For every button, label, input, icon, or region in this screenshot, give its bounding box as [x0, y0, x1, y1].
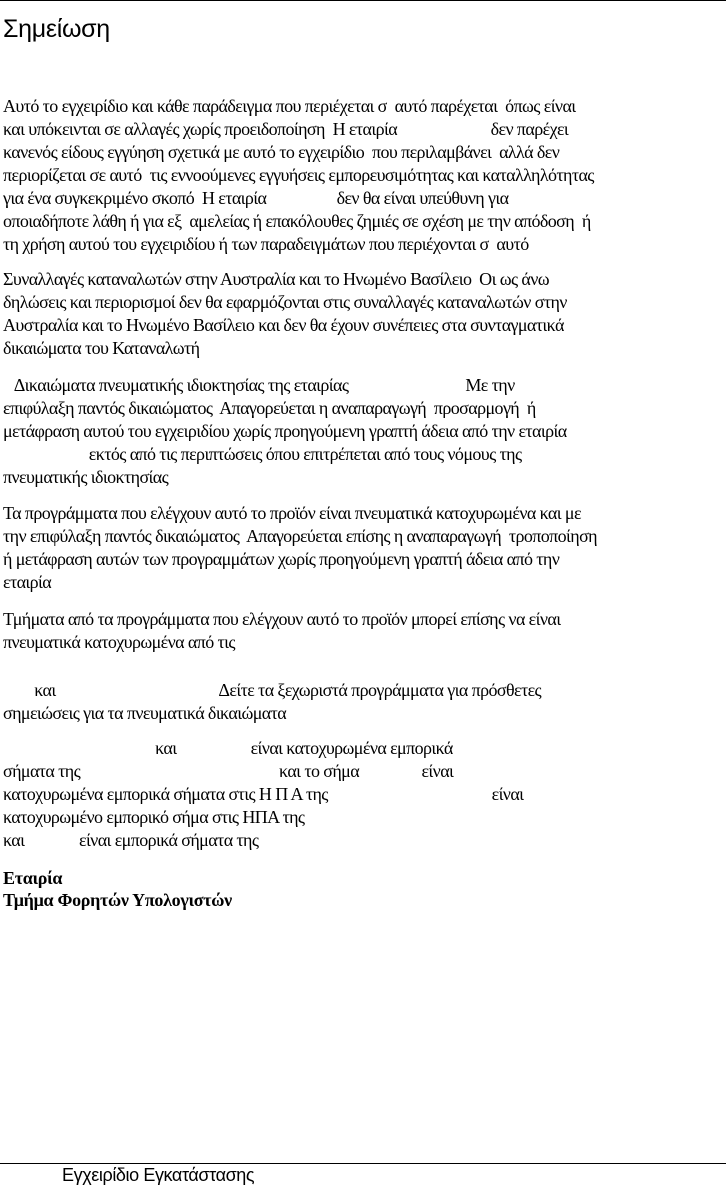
- body-line: μετάφραση αυτού του εγχειριδίου χωρίς προηγούμενη γραπτή άδεια από την εταιρία: [3, 421, 567, 441]
- body-line: πνευματικά κατοχυρωμένα από τις: [3, 632, 235, 652]
- body-line: Δικαιώματα πνευματικής ιδιοκτησίας της εταιρίας Με την: [3, 375, 515, 395]
- body-line: Τμήματα από τα προγράμματα που ελέγχουν αυτό το προϊόν μπορεί επίσης να είναι: [3, 609, 561, 629]
- body-line: Συναλλαγές καταναλωτών στην Αυστραλία και το Ηνωμένο Βασίλειο Οι ως άνω: [3, 269, 550, 289]
- body-line: δικαιώματα του Καταναλωτή: [3, 338, 200, 358]
- body-line: για ένα συγκεκριμένο σκοπό Η εταιρία δεν θα είναι υπεύθυνη για: [3, 188, 509, 208]
- body-line: Τα προγράμματα που ελέγχουν αυτό το προϊόν είναι πνευματικά κατοχυρωμένα και με: [3, 503, 581, 523]
- body-line: και είναι κατοχυρωμένα εμπορικά: [3, 738, 453, 758]
- body-line: εκτός από τις περιπτώσεις όπου επιτρέπεται από τους νόμους της: [3, 444, 522, 464]
- body-line: οποιαδήποτε λάθη ή για εξ αμελείας ή επακόλουθες ζημιές σε σχέση με την απόδοση ή: [3, 211, 591, 231]
- body-line: πνευματικής ιδιοκτησίας: [3, 467, 169, 487]
- body-line: περιορίζεται σε αυτό τις εννοούμενες εγγυήσεις εμπορευσιμότητας και καταλληλότητας: [3, 165, 594, 185]
- company-name: Εταιρία: [3, 868, 63, 888]
- body-line: ή μετάφραση αυτών των προγραμμάτων χωρίς προηγούμενη γραπτή άδεια από την: [3, 549, 560, 569]
- page-title: Σημείωση: [3, 15, 110, 43]
- body-line: σημειώσεις για τα πνευματικά δικαιώματα: [3, 703, 287, 723]
- body-line: κανενός είδους εγγύηση σχετικά με αυτό το εγχειρίδιο που περιλαμβάνει αλλά δεν: [3, 142, 560, 162]
- department-name: Τμήμα Φορητών Υπολογιστών: [3, 890, 232, 910]
- body-line: τη χρήση αυτού του εγχειριδίου ή των παραδειγμάτων που περιέχονται σ αυτό: [3, 234, 529, 254]
- body-line: κατοχυρωμένο εμπορικό σήμα στις ΗΠΑ της: [3, 807, 305, 827]
- footer-title: Εγχειρίδιο Εγκατάστασης: [62, 1165, 255, 1185]
- body-line: και Δείτε τα ξεχωριστά προγράμματα για πρόσθετες: [3, 680, 542, 700]
- body-line: την επιφύλαξη παντός δικαιώματος Απαγορεύεται επίσης η αναπαραγωγή τροποποίηση: [3, 526, 597, 546]
- body-line: και υπόκεινται σε αλλαγές χωρίς προειδοποίηση Η εταιρία δεν παρέχει: [3, 119, 569, 139]
- top-rule: [0, 0, 726, 1]
- body-line: εταιρία: [3, 572, 52, 592]
- body-line: δηλώσεις και περιορισμοί δεν θα εφαρμόζονται στις συναλλαγές καταναλωτών στην: [3, 292, 567, 312]
- body-line: κατοχυρωμένα εμπορικά σήματα στις Η Π Α της είναι: [3, 784, 524, 804]
- body-line: Αυστραλία και το Ηνωμένο Βασίλειο και δεν θα έχουν συνέπειες στα συνταγματικά: [3, 315, 564, 335]
- body-line: και είναι εμπορικά σήματα της: [3, 830, 259, 850]
- body-line: επιφύλαξη παντός δικαιώματος Απαγορεύεται η αναπαραγωγή προσαρμογή ή: [3, 398, 536, 418]
- body-line: Αυτό το εγχειρίδιο και κάθε παράδειγμα που περιέχεται σ αυτό παρέχεται όπως είναι: [3, 96, 576, 116]
- body-line: σήματα της και το σήμα είναι: [3, 761, 454, 781]
